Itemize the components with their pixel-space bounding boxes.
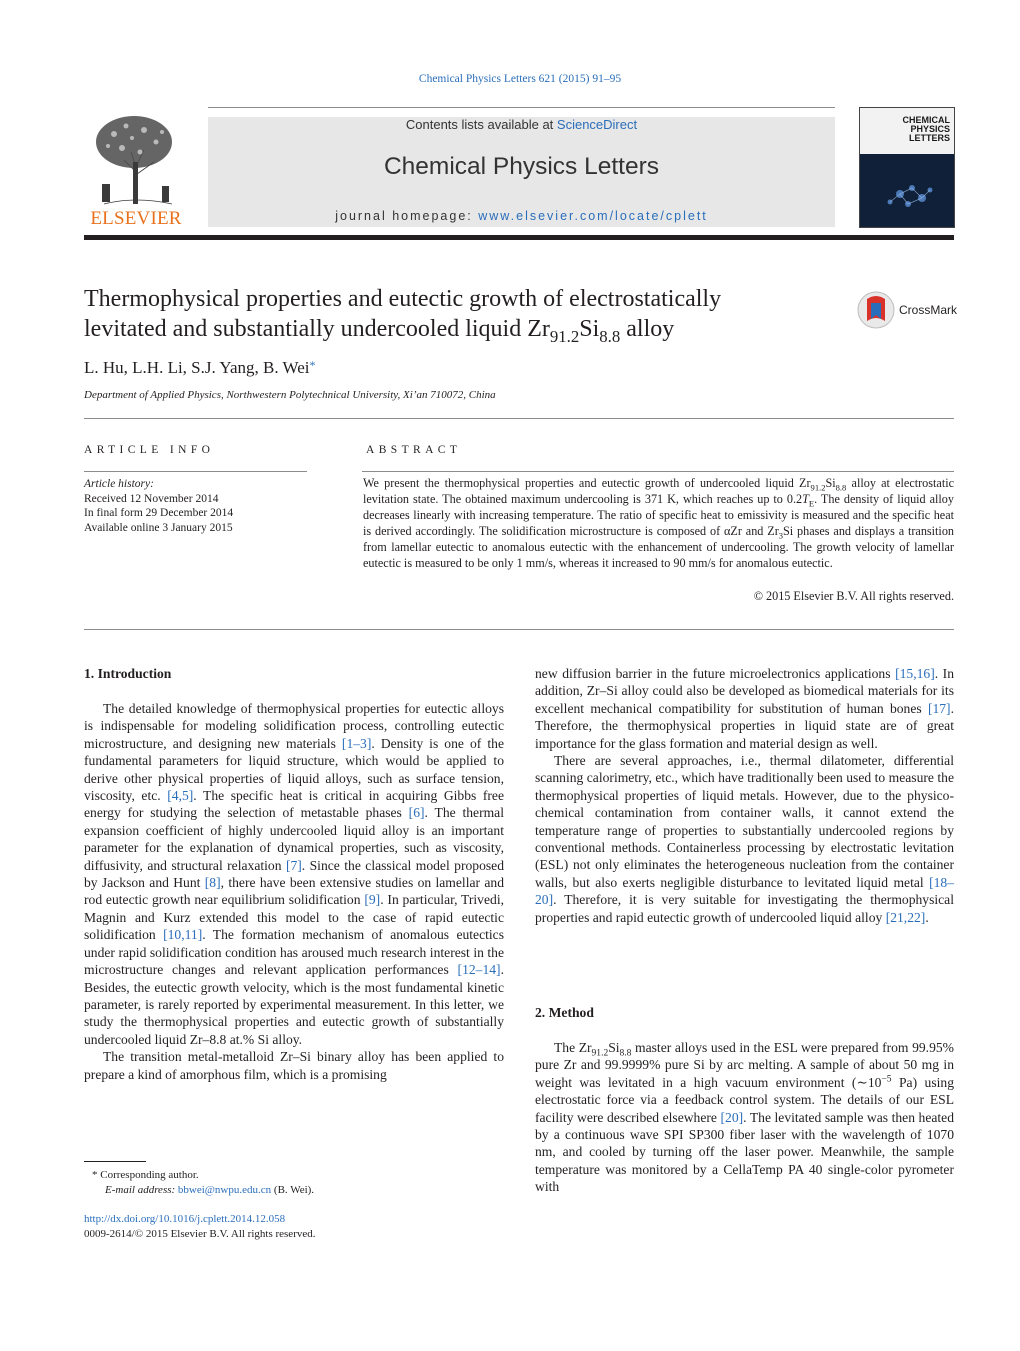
- email-label: E-mail address:: [105, 1184, 178, 1196]
- p1-text-f: , there have been extensive studies on lamellar and rod eutectic growth near equilibrium solidification: [84, 875, 504, 908]
- journal-name: Chemical Physics Letters: [383, 153, 660, 180]
- citation-link[interactable]: [17]: [927, 700, 951, 716]
- citation-link[interactable]: [21,22]: [885, 909, 926, 925]
- citation-link[interactable]: [1–3]: [341, 735, 372, 751]
- p2-cont-a: new diffusion barrier in the future microelectronics applications: [535, 666, 896, 681]
- cover-header: [860, 108, 954, 154]
- p3-text-c: .: [925, 909, 929, 925]
- journal-reference[interactable]: Chemical Physics Letters 621 (2015) 91–95: [418, 73, 622, 85]
- footnote-star: *: [92, 1169, 98, 1181]
- p1-text-c: . The specific heat is critical in acquiring Gibbs free energy for studying the selection of metastable phases: [84, 788, 504, 821]
- cover-artwork: [860, 154, 954, 227]
- m-text-c: Pa) using electrostatic force via a feedback control system. The details of our ESL facility were described elsewhere: [535, 1074, 955, 1125]
- left-column-body: [84, 700, 504, 1083]
- abstract-te-sub: E: [808, 498, 815, 509]
- m-si: Si: [608, 1040, 620, 1055]
- abstract-part-2: alloy at electrostatic levitation state. The obtained maximum undercooling is 371 K, which reaches up to 0.2: [363, 476, 954, 506]
- abstract-part-1: We present the thermophysical properties and eutectic growth of undercooled liquid Zr: [363, 476, 811, 490]
- footnote-email: [92, 1183, 314, 1198]
- title-si: Si: [579, 316, 600, 342]
- p1-text-a: The detailed knowledge of thermophysical properties for eutectic alloys is indispensable for modeling solidification process, controlling eutectic microstructure, and designing new materials: [84, 701, 504, 751]
- title-line-1: Thermophysical properties and eutectic growth of electrostatically: [84, 286, 722, 312]
- p1-text-g: . In particular, Trivedi, Magnin and Kurz extended this model to the case of rapid eutectic solidification: [84, 892, 504, 943]
- abstract-text: [363, 475, 954, 571]
- title-subscript-si: 8.8: [599, 326, 621, 346]
- cover-title: CHEMICAL PHYSICS LETTERS: [902, 115, 950, 143]
- p3-text-a: There are several approaches, i.e., thermal dilatometer, differential scanning calorimetry, etc., which have traditionally been used to measure the thermophysical properties of liquid metals. However, due to the physico-chemical contamination from container walls, it cannot extend the temperature range of properties to substantially undercooled regions by conventional methods. Containerless processing by electrostatic levitation (ESL) not only eliminates the heterogeneous nucleation from the container walls, but also exerts negligible disturbance to levitated liquid metal: [535, 753, 954, 890]
- article-title: [84, 284, 829, 344]
- title-line-2: [84, 314, 829, 344]
- history-online: Available online 3 January 2015: [84, 521, 233, 534]
- contents-availability: [208, 117, 835, 132]
- abstract-part-4: Si phases and displays a transition from lamellar eutectic to anomalous eutectic with the enhancement of undercooling. The growth velocity of lamellar eutectic is measured to be only 1 mm/s, whereas it increased to 90 mm/s for anomalous eutectic.: [363, 524, 955, 570]
- abstract-part-3: . The density of liquid alloy decreases linearly with increasing temperature. The ratio of specific heat to emissivity is measured and the specific heat is derived accordingly. The solidification microstructure is composed of αZr and Zr: [363, 492, 954, 538]
- citation-link[interactable]: [7]: [285, 857, 302, 873]
- email-link[interactable]: bbwei@nwpu.edu.cn: [177, 1184, 272, 1196]
- citation-link[interactable]: [18–20]: [535, 874, 954, 908]
- footnote-corresponding: [92, 1168, 314, 1183]
- article-history: [84, 477, 233, 535]
- abstract-te: T: [802, 492, 809, 506]
- citation-link[interactable]: [6]: [408, 805, 425, 821]
- p1-text-e: . Since the classical model proposed by Jackson and Hunt: [84, 857, 505, 891]
- citation-link[interactable]: [20]: [720, 1109, 744, 1125]
- author-list: [84, 358, 315, 378]
- abstract-rule: [362, 471, 954, 472]
- title-line-2-text: levitated and substantially undercooled liquid Zr: [84, 316, 550, 342]
- history-final-form: In final form 29 December 2014: [84, 507, 234, 519]
- citation-link[interactable]: [12–14]: [457, 962, 501, 978]
- homepage-link[interactable]: www.elsevier.com/locate/cplett: [478, 209, 708, 223]
- abstract-copyright: © 2015 Elsevier B.V. All rights reserved.: [753, 589, 954, 603]
- title-rule: [84, 418, 954, 419]
- citation-link[interactable]: [4,5]: [167, 788, 194, 804]
- m-text-b: master alloys used in the ESL were prepared from 99.95% pure Zr and 99.9999% pure Si by arc melting. A sample of about 50 mg in weight was levitated in a high vacuum environment (∼10: [535, 1040, 954, 1090]
- citation-link[interactable]: [9]: [364, 892, 381, 908]
- article-info-heading: ARTICLE INFO: [84, 444, 215, 456]
- history-received: Received 12 November 2014: [84, 492, 219, 505]
- crossmark-badge[interactable]: [857, 291, 957, 331]
- intro-paragraph-1: [84, 700, 504, 1048]
- p1-text-h: . The formation mechanism of anomalous eutectics under rapid solidification condition has aroused much research interest in the microstructure changes and relevant application performances: [84, 927, 504, 978]
- p1-text-b: . Density is one of the fundamental parameters for liquid structure, which would be applied to derive other physical properties of liquid alloys, such as surface tension, viscosity, etc.: [84, 735, 504, 804]
- crossmark-label: CrossMark: [899, 303, 958, 317]
- authors-text: L. Hu, L.H. Li, S.J. Yang, B. Wei: [84, 358, 310, 377]
- title-subscript-zr: 91.2: [549, 326, 580, 346]
- abstract-sub-zr: 91.2: [810, 482, 826, 493]
- doi-block: [84, 1212, 316, 1242]
- doi-link[interactable]: http://dx.doi.org/10.1016/j.cplett.2014.12.058: [84, 1213, 286, 1225]
- journal-homepage: [208, 209, 835, 223]
- m-sub-si: 8.8: [619, 1048, 632, 1059]
- issn-line: 0009-2614/© 2015 Elsevier B.V. All rights reserved.: [84, 1228, 316, 1240]
- email-suffix: (B. Wei).: [271, 1184, 315, 1196]
- right-column-body-intro: [535, 665, 954, 926]
- history-label: Article history:: [84, 478, 154, 490]
- m-text-d: . The levitated sample was then heated by a continuous wave SPI SP300 fiber laser with the wavelength of 1070 nm, and cooled by turning off the laser power. Meanwhile, the sample temperature was monitored by a CellaTemp PA 40 single-color pyrometer with: [535, 1109, 954, 1195]
- header-top-rule: [208, 107, 835, 108]
- p2-cont-b: . In addition, Zr–Si alloy could also be developed as biomedical materials for its excellent mechanical compatibility for substitution of human bones: [535, 666, 954, 716]
- affiliation: Department of Applied Physics, Northwestern Polytechnical University, Xi’an 710072, China: [84, 389, 496, 401]
- contents-prefix: Contents lists available at: [405, 117, 557, 132]
- method-paragraph-1: [535, 1039, 954, 1196]
- section-heading-method: 2. Method: [535, 1005, 594, 1020]
- abstract-bottom-rule: [84, 629, 954, 630]
- section-heading-introduction: 1. Introduction: [84, 666, 172, 681]
- header-thick-rule: [84, 235, 954, 240]
- p2-cont-c: . Therefore, the thermophysical properties in liquid state are of great importance for the glass formation and material design as well.: [535, 700, 954, 751]
- footnote-corresponding-text: Corresponding author.: [97, 1169, 199, 1181]
- m-sup-exp: −5: [881, 1074, 892, 1085]
- elsevier-tree-icon: [84, 112, 188, 208]
- intro-paragraph-2-continued: [535, 665, 954, 752]
- intro-paragraph-2: The transition metal-metalloid Zr–Si binary alloy has been applied to prepare a kind of amorphous film, which is a promising: [84, 1049, 504, 1082]
- p1-text-d: . The thermal expansion coefficient of highly undercooled liquid alloy is an important parameter for the explanation of dynamical properties, such as viscosity, diffusivity, and structural relaxation: [84, 805, 504, 873]
- footnote-rule: [84, 1161, 146, 1162]
- corresponding-author-marker[interactable]: *: [309, 358, 316, 372]
- right-column-body-method: [535, 1039, 954, 1196]
- homepage-prefix: journal homepage:: [335, 209, 479, 223]
- citation-link[interactable]: [8]: [204, 875, 221, 891]
- m-sub-zr: 91.2: [591, 1048, 609, 1059]
- journal-cover-thumbnail[interactable]: [859, 107, 955, 228]
- citation-link[interactable]: [10,11]: [163, 927, 203, 943]
- crossmark-icon: [857, 291, 895, 329]
- elsevier-logo[interactable]: [84, 112, 188, 230]
- sciencedirect-link[interactable]: ScienceDirect: [556, 117, 638, 132]
- elsevier-wordmark: ELSEVIER: [90, 208, 182, 229]
- p3-text-b: . Therefore, it is very suitable for investigating the thermophysical properties and rapid eutectic growth of undercooled liquid alloy: [535, 892, 954, 925]
- m-text-a: The Zr: [554, 1040, 592, 1055]
- abstract-si: Si: [825, 476, 836, 490]
- title-line-2-end: alloy: [620, 316, 675, 342]
- p1-text-i: . Besides, the eutectic growth velocity, which is the most fundamental kinetic parameter, is rarely reported by experimental measurement. In this letter, we study the thermophysical properties and eutectic growth of substantially undercooled liquid Zr–8.8 at.% Si alloy.: [84, 962, 504, 1047]
- intro-paragraph-3: [535, 752, 954, 926]
- article-info-rule: [84, 471, 307, 472]
- footnote: [92, 1168, 314, 1198]
- citation-link[interactable]: [15,16]: [895, 666, 935, 681]
- abstract-sub-si: 8.8: [835, 482, 847, 493]
- abstract-sub-zr3: 3: [778, 530, 784, 541]
- abstract-heading: ABSTRACT: [366, 444, 462, 456]
- journal-banner: [208, 117, 835, 227]
